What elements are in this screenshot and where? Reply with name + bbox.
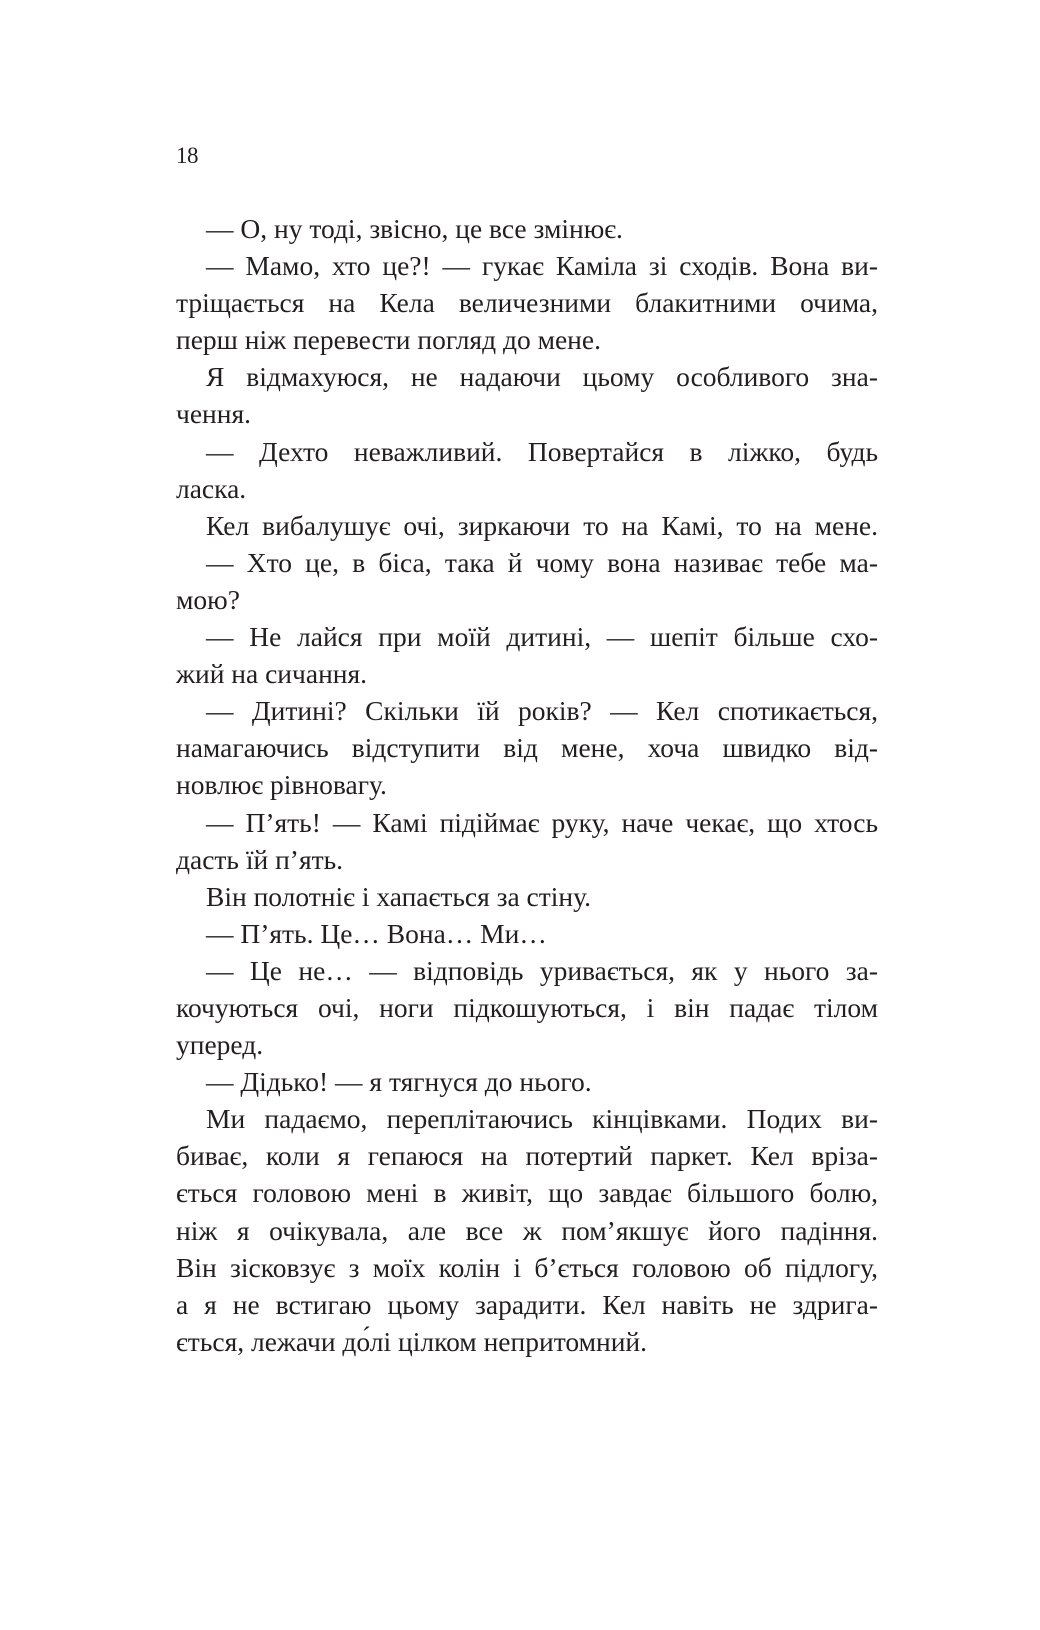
text-line: — Не лайся при моїй дитині, — шепіт більше схо- (206, 621, 878, 653)
text-line: чення. (176, 398, 251, 430)
text-line: уперед. (176, 1029, 264, 1061)
text-line: перш ніж перевести погляд до мене. (176, 324, 601, 356)
text-line: — П’ять! — Камі підіймає руку, наче чекає, що хтось (206, 806, 878, 838)
text-line: — Мамо, хто це?! — гукає Каміла зі сходів. Вона ви- (206, 250, 878, 282)
text-line: Я відмахуюся, не надаючи цьому особливого зна- (206, 361, 878, 393)
text-line: мою? (176, 583, 240, 615)
text-line: Кел вибалушує очі, зиркаючи то на Камі, то на мене. (206, 509, 878, 541)
text-line: жий на сичання. (176, 658, 368, 690)
text-line: дасть їй п’ять. (176, 843, 344, 875)
text-line: новлює рівновагу. (176, 769, 387, 801)
text-line: — О, ну тоді, звісно, це все змінює. (206, 213, 623, 244)
text-line: — Дитині? Скільки їй років? — Кел спотикається, (206, 695, 878, 727)
text-line: — П’ять. Це… Вона… Ми… (206, 917, 547, 949)
text-line: ється, лежачи до́лі цілком непритомний. (176, 1325, 648, 1357)
text-line: — Дехто неважливий. Повертайся в ліжко, будь (206, 435, 878, 467)
text-line: ніж я очікувала, але все ж пом’якшує його падіння. (176, 1214, 878, 1246)
text-line: кочуються очі, ноги підкошуються, і він падає тілом (176, 991, 878, 1023)
text-line: биває, коли я гепаюся на потертий паркет. Кел вріза- (176, 1140, 878, 1172)
text-line: намагаючись відступити від мене, хоча швидко від- (176, 732, 878, 764)
text-line: а я не встигаю цьому зарадити. Кел навіть не здрига- (176, 1288, 878, 1320)
text-line: Ми падаємо, переплітаючись кінцівками. Подих ви- (206, 1103, 878, 1135)
text-line: тріщається на Кела величезними блакитними очима, (176, 287, 878, 319)
text-line: ється головою мені в живіт, що завдає більшого болю, (176, 1177, 878, 1209)
text-line: — Це не… — відповідь уривається, як у нього за- (206, 954, 878, 986)
page-number: 18 (176, 143, 198, 168)
text-line: ласка. (176, 472, 247, 504)
text-line: Він зісковзує з моїх колін і б’ється головою об підлогу, (176, 1251, 878, 1283)
body-text (176, 210, 878, 1360)
text-line: — Дідько! — я тягнуся до нього. (206, 1066, 592, 1098)
text-line: Він полотніє і хапається за стіну. (206, 880, 591, 912)
text-line: — Хто це, в біса, така й чому вона називає тебе ма- (206, 546, 878, 578)
